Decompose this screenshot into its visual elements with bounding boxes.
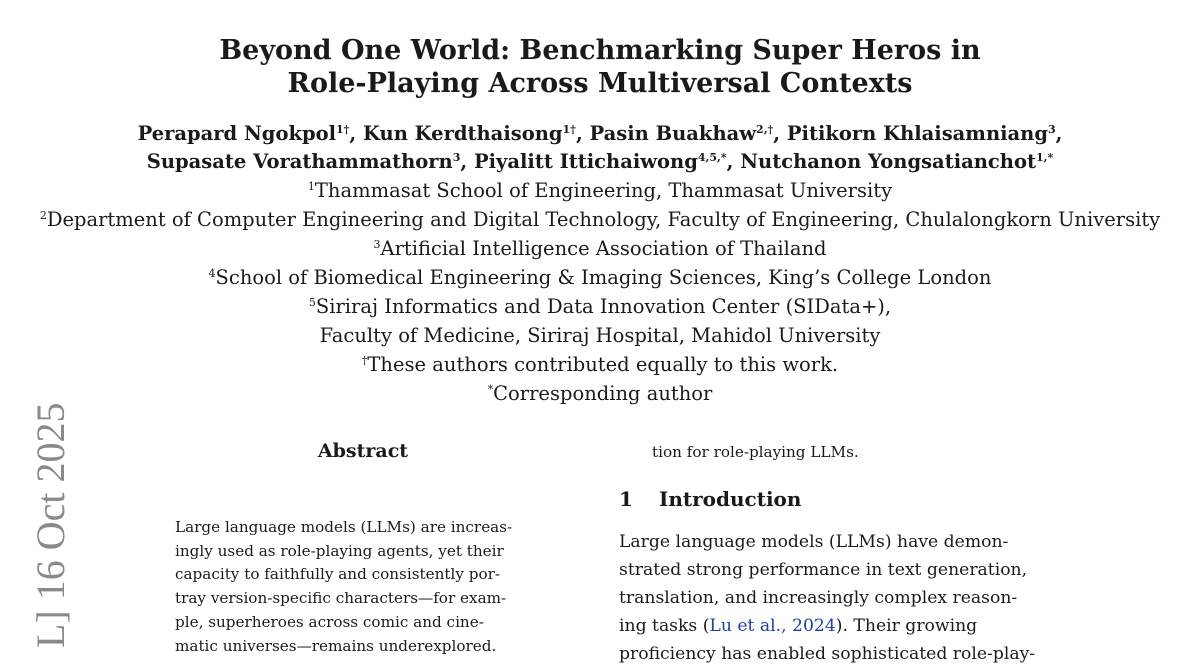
abstract-line: Large language models (LLMs) are increas-	[175, 518, 513, 536]
intro-line	[619, 556, 1029, 584]
affiliation-text: Artificial Intelligence Association of Thailand	[380, 237, 827, 260]
intro-line	[619, 528, 1029, 556]
intro-text: proficiency has enabled sophisticated role-play-	[619, 644, 1036, 664]
title-line-2: Role-Playing Across Multiversal Contexts	[287, 68, 913, 99]
affiliation-text: School of Biomedical Engineering & Imaging Sciences, King’s College London	[215, 266, 992, 289]
affiliation	[0, 321, 1200, 350]
abstract-continuation: tion for role-playing LLMs.	[652, 443, 859, 461]
affiliation	[0, 205, 1200, 234]
author-name: Piyalitt Ittichaiwong	[473, 150, 698, 173]
author-name: Perapard Ngokpol	[137, 122, 337, 145]
abstract-line: matic universes—remains underexplored.	[175, 636, 497, 655]
affiliation	[0, 176, 1200, 205]
author-separator: ,	[726, 150, 741, 173]
affiliation	[0, 292, 1200, 321]
author-line-1	[0, 120, 1200, 148]
author-affil-mark: 1†	[336, 123, 350, 136]
author-affil-mark: 2,†	[756, 123, 774, 136]
author-affil-mark: 3	[1047, 123, 1056, 136]
intro-line	[619, 640, 1036, 668]
affiliation-mark: 4	[208, 267, 216, 280]
affiliation-text: Faculty of Medicine, Siriraj Hospital, Mahidol University	[319, 324, 881, 347]
affiliation-text: These authors contributed equally to this work.	[367, 353, 839, 376]
arxiv-side-stamp: L] 16 Oct 2025	[28, 402, 73, 648]
affiliation-text: Department of Computer Engineering and Digital Technology, Faculty of Engineering, Chulalongkorn University	[46, 208, 1161, 231]
intro-text: Large language models (LLMs) have demon-	[619, 532, 1009, 552]
author-affil-mark: 4,5,*	[697, 151, 727, 164]
intro-line	[619, 612, 1029, 640]
citation-link[interactable]: Lu et al., 2024	[709, 616, 836, 636]
corresponding-author-note	[0, 379, 1200, 408]
abstract-heading: Abstract	[317, 440, 409, 462]
author-line-2	[0, 148, 1200, 176]
affiliation-mark: *	[487, 383, 494, 396]
author-list	[0, 120, 1200, 176]
affiliation-list	[0, 176, 1200, 408]
affiliation-text: Corresponding author	[493, 382, 713, 405]
author-name: Kun Kerdthaisong	[363, 122, 563, 145]
affiliation-mark: 3	[373, 238, 381, 251]
author-separator: ,	[349, 122, 363, 145]
affiliation-mark: 1	[307, 180, 315, 193]
abstract-body	[175, 516, 551, 658]
section-title: Introduction	[659, 487, 802, 511]
author-separator: ,	[1055, 122, 1063, 145]
affiliation	[0, 263, 1200, 292]
intro-text: ). Their growing	[835, 616, 978, 636]
intro-text: translation, and increasingly complex reason-	[619, 588, 1018, 608]
section-heading-introduction	[619, 487, 801, 511]
author-separator: ,	[575, 122, 590, 145]
author-name: Nutchanon Yongsatianchot	[740, 150, 1036, 173]
section-number: 1	[619, 487, 633, 511]
author-affil-mark: 3	[452, 151, 461, 164]
abstract-line: capacity to faithfully and consistently por-	[175, 565, 500, 584]
intro-text: strated strong performance in text generation,	[619, 560, 1028, 580]
affiliation-mark: 2	[39, 209, 47, 222]
author-name: Pitikorn Khlaisamniang	[786, 122, 1048, 145]
affiliation-text: Thammasat School of Engineering, Thammasat University	[314, 179, 893, 202]
paper-title	[0, 34, 1200, 100]
abstract-line: tray version-specific characters—for exam-	[175, 589, 507, 608]
affiliation-mark: 5	[308, 296, 316, 309]
author-name: Pasin Buakhaw	[589, 122, 757, 145]
intro-line	[619, 584, 1029, 612]
author-separator: ,	[460, 150, 474, 173]
affiliation-text: Siriraj Informatics and Data Innovation Center (SIData+),	[315, 295, 892, 318]
author-affil-mark: 1†	[562, 123, 576, 136]
intro-text: ing tasks (	[619, 616, 710, 636]
affiliation	[0, 234, 1200, 263]
affiliation-mark: †	[361, 354, 368, 367]
author-name: Supasate Vorathammathorn	[146, 150, 453, 173]
equal-contribution-note	[0, 350, 1200, 379]
introduction-body	[619, 528, 1036, 668]
title-line-1: Beyond One World: Benchmarking Super Heros in	[219, 35, 981, 66]
author-separator: ,	[773, 122, 787, 145]
abstract-line: ingly used as role-playing agents, yet their	[175, 541, 504, 560]
author-affil-mark: 1,*	[1035, 151, 1054, 164]
abstract-line: ple, superheroes across comic and cine-	[175, 612, 484, 631]
